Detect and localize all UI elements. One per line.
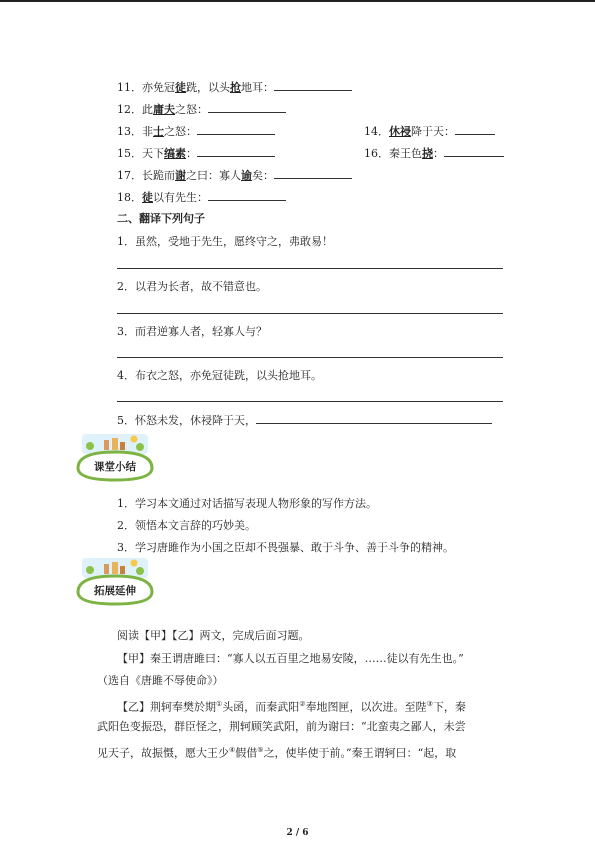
underlined-word: 缟素 (164, 147, 186, 160)
section-heading: 二、翻译下列句子 (117, 212, 205, 225)
tree-icon (136, 567, 144, 575)
footnote-marker: ⑤ (257, 746, 264, 754)
summary-point-2: 2．领悟本文言辞的巧妙美。 (117, 519, 256, 532)
sentence-text: 5．怀怒未发，休祲降于天， (117, 414, 256, 427)
item-number: 14． (364, 125, 389, 138)
answer-blank[interactable] (256, 413, 492, 424)
item-text: 长跪而 (142, 169, 175, 182)
vocab-item-15 (117, 146, 275, 161)
passage-text: 假借 (235, 746, 258, 760)
translate-sentence-3: 3．而君逆寡人者，轻寡人与？ (117, 325, 267, 338)
passage-text: 下，秦 (432, 700, 466, 714)
answer-blank[interactable] (274, 168, 352, 179)
item-text: 秦王色 (389, 147, 422, 160)
item-number: 13． (117, 125, 142, 138)
answer-line-3[interactable] (117, 357, 503, 358)
passage-yi-line-2: 武阳色变振恐，群臣怪之，荆轲顾笑武阳，前为谢曰：“北蛮夷之鄙人，未尝 (97, 720, 466, 733)
item-text: 以有先生： (153, 191, 208, 204)
item-number: 18． (117, 191, 142, 204)
vocab-item-14 (364, 124, 495, 139)
item-text: ： (433, 147, 444, 160)
footnote-marker: ④ (229, 746, 236, 754)
translate-sentence-2: 2．以君为长者，故不错意也。 (117, 280, 267, 293)
translate-sentence-5 (117, 413, 492, 428)
summary-point-1: 1．学习本文通过对话描写表现人物形象的写作方法。 (117, 497, 377, 510)
house-icon (112, 438, 118, 450)
item-number: 17． (117, 169, 142, 182)
answer-line-1[interactable] (117, 268, 503, 269)
item-number: 11． (117, 81, 142, 94)
footnote-marker: ③ (426, 700, 433, 708)
item-text: 之曰：寡人 (186, 169, 241, 182)
item-text: 降于天： (411, 125, 455, 138)
passage-text: 【乙】荆轲奉樊於期 (117, 700, 216, 714)
underlined-word: 徒 (142, 191, 153, 204)
item-text: 天下 (142, 147, 164, 160)
answer-blank[interactable] (208, 190, 286, 201)
badge-label: 课堂小结 (94, 461, 136, 473)
vocab-item-17 (117, 168, 352, 183)
summary-point-3: 3．学习唐雎作为小国之臣却不畏强暴、敢于斗争、善于斗争的精神。 (117, 541, 454, 554)
underlined-word: 庸夫 (153, 103, 175, 116)
answer-blank[interactable] (197, 124, 275, 135)
sun-icon (131, 560, 138, 567)
item-text: 地耳： (241, 81, 274, 94)
underlined-word: 抢 (230, 81, 241, 94)
vocab-item-18 (117, 190, 286, 205)
top-border (0, 0, 595, 2)
underlined-word: 士 (153, 125, 164, 138)
passage-yi-line-1 (117, 697, 466, 715)
item-text: 矣： (252, 169, 274, 182)
vocab-item-11 (117, 80, 352, 95)
item-text: 此 (142, 103, 153, 116)
passage-jia-line-1: 【甲】秦王谓唐雎曰：“寡人以五百里之地易安陵，……徒以有先生也。” (117, 652, 464, 665)
item-text: 之怒： (175, 103, 208, 116)
tree-icon (86, 566, 94, 574)
passage-text: 之，使毕使于前。”秦王谓轲曰：“起，取 (263, 746, 457, 760)
item-text: ： (186, 147, 197, 160)
underlined-word: 谕 (241, 169, 252, 182)
answer-line-2[interactable] (117, 313, 503, 314)
underlined-word: 挠 (422, 147, 433, 160)
passage-jia-source: （选自《唐雎不辱使命》） (97, 674, 224, 687)
passage-text: 奉地图匣，以次进。至陛 (305, 700, 427, 714)
underlined-word: 谢 (175, 169, 186, 182)
house-icon (120, 566, 125, 574)
vocab-item-16 (364, 146, 504, 161)
answer-blank[interactable] (444, 146, 504, 157)
item-number: 15． (117, 147, 142, 160)
passage-text: 见天子，故振慑，愿大王少 (97, 746, 229, 760)
summary-badge (74, 430, 156, 482)
answer-blank[interactable] (455, 124, 495, 135)
vocab-item-12 (117, 102, 286, 117)
reading-intro: 阅读【甲】【乙】两文，完成后面习题。 (117, 629, 310, 642)
item-number: 16． (364, 147, 389, 160)
vocab-item-13 (117, 124, 275, 139)
page-number: 2 / 6 (286, 828, 309, 838)
item-text: 之怒： (164, 125, 197, 138)
house-icon (104, 564, 109, 574)
tree-icon (136, 443, 144, 451)
sun-icon (131, 436, 138, 443)
footnote-marker: ① (216, 700, 223, 708)
translate-sentence-4: 4．布衣之怒，亦免冠徒跣，以头抢地耳。 (117, 369, 322, 382)
house-icon (120, 442, 125, 450)
translate-sentence-1: 1．虽然，受地于先生，愿终守之，弗敢易！ (117, 235, 333, 248)
answer-blank[interactable] (197, 146, 275, 157)
footnote-marker: ② (299, 700, 306, 708)
item-text: 亦免冠 (142, 81, 175, 94)
badge-label: 拓展延伸 (94, 585, 136, 597)
underlined-word: 休祲 (389, 125, 411, 138)
answer-blank[interactable] (274, 80, 352, 91)
house-icon (104, 440, 109, 450)
answer-line-4[interactable] (117, 401, 503, 402)
answer-blank[interactable] (208, 102, 286, 113)
tree-icon (86, 442, 94, 450)
underlined-word: 徒 (175, 81, 186, 94)
item-text: 跣，以头 (186, 81, 230, 94)
house-icon (112, 562, 118, 574)
item-text: 非 (142, 125, 153, 138)
extension-badge (74, 554, 156, 606)
passage-text: 头函，而秦武阳 (222, 700, 300, 714)
item-number: 12． (117, 103, 142, 116)
passage-yi-line-3 (97, 743, 456, 761)
